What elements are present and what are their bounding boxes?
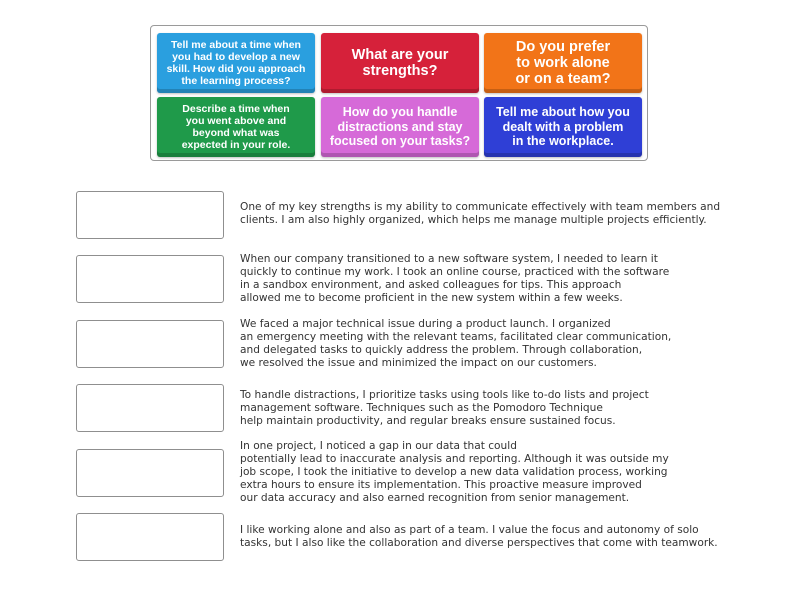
answer-text-4: To handle distractions, I prioritize tasks using tools like to-do lists and project management software. Techniques such as the Pomodoro Technique help maintain productivity, and regular breaks ensure sustained focus. (240, 389, 649, 427)
drop-slot-1[interactable] (76, 191, 224, 239)
tile-label: Tell me about a time when you had to develop a new skill. How did you approach the learning process? (166, 38, 306, 88)
tile-label: Tell me about how you dealt with a problem in the workplace. (496, 105, 630, 149)
drop-slot-3[interactable] (76, 320, 224, 368)
tile-label: Describe a time when you went above and beyond what was expected in your role. (181, 102, 291, 152)
answer-text-2: When our company transitioned to a new software system, I needed to learn it quickly to continue my work. I took an online course, practiced with the software in a sandbox environment, and asked colleagues for tips. This approach allowed me to become proficient in the new system within a few weeks. (240, 253, 670, 304)
drop-slot-5[interactable] (76, 449, 224, 497)
tile-strengths[interactable] (321, 33, 479, 93)
answer-text-5: In one project, I noticed a gap in our data that could potentially lead to inaccurate analysis and reporting. Although it was outside my job scope, I took the initiative to develop a new data validation process, working extra hours to ensure its implementation. This proactive measure improved our data accuracy and also earned recognition from senior management. (240, 440, 669, 504)
tile-above-and-beyond[interactable] (157, 97, 315, 157)
tile-label: How do you handle distractions and stay focused on your tasks? (329, 105, 471, 149)
tile-workplace-problem[interactable] (484, 97, 642, 157)
tile-alone-or-team[interactable] (484, 33, 642, 93)
tile-label: Do you prefer to work alone or on a team? (515, 38, 611, 88)
drop-slot-4[interactable] (76, 384, 224, 432)
answer-text-1: One of my key strengths is my ability to communicate effectively with team members and clients. I am also highly organized, which helps me manage multiple projects efficiently. (240, 201, 721, 226)
tile-label: What are your strengths? (351, 46, 449, 79)
answer-text-3: We faced a major technical issue during a product launch. I organized an emergency meeting with the relevant teams, facilitated clear communication, and delegated tasks to quickly address the problem. Through collaboration, we resolved the issue and minimized the impact on our customers. (240, 318, 672, 369)
answer-text-6: I like working alone and also as part of a team. I value the focus and autonomy of solo tasks, but I also like the collaboration and diverse perspectives that come with teamwork. (240, 524, 718, 549)
tile-develop-new-skill[interactable] (157, 33, 315, 93)
drop-slot-2[interactable] (76, 255, 224, 303)
drop-slot-6[interactable] (76, 513, 224, 561)
tile-handle-distractions[interactable] (321, 97, 479, 157)
